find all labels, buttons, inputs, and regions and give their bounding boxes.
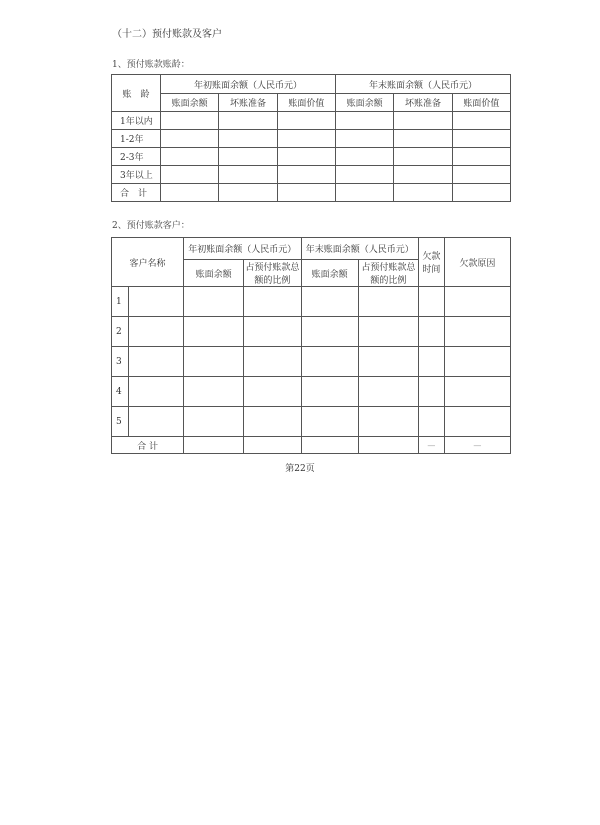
table-row	[112, 317, 511, 347]
cell	[394, 184, 452, 202]
col-header: 账面余额	[184, 260, 244, 287]
cell	[335, 148, 393, 166]
cell	[444, 347, 510, 377]
cell	[219, 130, 277, 148]
col-header: 账面余额	[301, 260, 358, 287]
row-index: 2	[112, 317, 129, 347]
prepayment-aging-table	[111, 74, 511, 202]
col-header: 账面余额	[161, 94, 219, 112]
cell	[301, 437, 358, 454]
row-index: 4	[112, 377, 129, 407]
cell	[394, 130, 452, 148]
section-title: （十二）预付账款及客户	[112, 29, 222, 40]
col-header: 坏账准备	[394, 94, 452, 112]
cell	[301, 377, 358, 407]
cell	[161, 130, 219, 148]
row-label: 1-2年	[112, 130, 161, 148]
cell	[277, 112, 335, 130]
cell	[301, 317, 358, 347]
group-header-end: 年末账面余额（人民币元）	[301, 238, 418, 260]
page-number: 第22页	[285, 464, 315, 474]
cell	[301, 347, 358, 377]
cell	[444, 407, 510, 437]
cell	[244, 377, 301, 407]
dash-placeholder: —	[444, 437, 510, 454]
cell	[161, 148, 219, 166]
cell	[128, 377, 183, 407]
cell	[452, 166, 510, 184]
table-row	[112, 130, 511, 148]
customer-header: 客户名称	[112, 238, 184, 287]
cell	[128, 287, 183, 317]
cell	[161, 184, 219, 202]
cell	[277, 166, 335, 184]
table-row-total	[112, 184, 511, 202]
cell	[184, 347, 244, 377]
cell	[452, 112, 510, 130]
cell	[277, 148, 335, 166]
cell	[184, 407, 244, 437]
cell	[335, 166, 393, 184]
cell	[358, 437, 418, 454]
cell	[161, 112, 219, 130]
cell	[335, 112, 393, 130]
table-row	[112, 407, 511, 437]
col-header: 坏账准备	[219, 94, 277, 112]
table-row	[112, 377, 511, 407]
cell	[452, 184, 510, 202]
group-header-begin: 年初账面余额（人民币元）	[184, 238, 301, 260]
cell	[419, 317, 445, 347]
cell	[219, 166, 277, 184]
col-header: 账面余额	[335, 94, 393, 112]
cell	[358, 317, 418, 347]
total-label: 合 计	[112, 437, 184, 454]
cell	[128, 347, 183, 377]
prepayment-customer-table	[111, 237, 511, 454]
cell	[419, 377, 445, 407]
owe-time-header: 欠款时间	[419, 238, 445, 287]
col-header: 账面价值	[452, 94, 510, 112]
cell	[419, 407, 445, 437]
table-row	[112, 112, 511, 130]
owe-reason-header: 欠款原因	[444, 238, 510, 287]
cell	[419, 347, 445, 377]
table-row	[112, 166, 511, 184]
cell	[452, 148, 510, 166]
cell	[128, 317, 183, 347]
cell	[244, 407, 301, 437]
cell	[444, 317, 510, 347]
col-header: 账面价值	[277, 94, 335, 112]
col-header: 占预付账款总额的比例	[244, 260, 301, 287]
cell	[128, 407, 183, 437]
cell	[244, 347, 301, 377]
row-label: 2-3年	[112, 148, 161, 166]
cell	[358, 407, 418, 437]
table-row	[112, 347, 511, 377]
cell	[335, 130, 393, 148]
cell	[358, 287, 418, 317]
cell	[161, 166, 219, 184]
age-header: 账 龄	[112, 75, 161, 112]
row-label: 1年以内	[112, 112, 161, 130]
cell	[335, 184, 393, 202]
cell	[219, 148, 277, 166]
row-label-total: 合 计	[112, 184, 161, 202]
group-header-begin: 年初账面余额（人民币元）	[161, 75, 336, 94]
cell	[394, 148, 452, 166]
col-header: 占预付账款总额的比例	[358, 260, 418, 287]
cell	[244, 287, 301, 317]
group-header-end: 年末账面余额（人民币元）	[335, 75, 510, 94]
table-row-total	[112, 437, 511, 454]
cell	[184, 317, 244, 347]
subsection-title-aging: 1、预付账款账龄：	[112, 60, 190, 70]
row-label: 3年以上	[112, 166, 161, 184]
cell	[444, 287, 510, 317]
cell	[277, 184, 335, 202]
cell	[358, 377, 418, 407]
table-row	[112, 287, 511, 317]
row-index: 3	[112, 347, 129, 377]
cell	[452, 130, 510, 148]
cell	[394, 166, 452, 184]
cell	[219, 112, 277, 130]
cell	[301, 287, 358, 317]
cell	[244, 317, 301, 347]
cell	[444, 377, 510, 407]
cell	[219, 184, 277, 202]
subsection-title-customers: 2、预付账款客户：	[112, 221, 190, 231]
cell	[184, 437, 244, 454]
cell	[184, 377, 244, 407]
cell	[244, 437, 301, 454]
row-index: 1	[112, 287, 129, 317]
table-row	[112, 148, 511, 166]
dash-placeholder: —	[419, 437, 445, 454]
cell	[301, 407, 358, 437]
cell	[277, 130, 335, 148]
cell	[394, 112, 452, 130]
cell	[358, 347, 418, 377]
row-index: 5	[112, 407, 129, 437]
cell	[419, 287, 445, 317]
cell	[184, 287, 244, 317]
